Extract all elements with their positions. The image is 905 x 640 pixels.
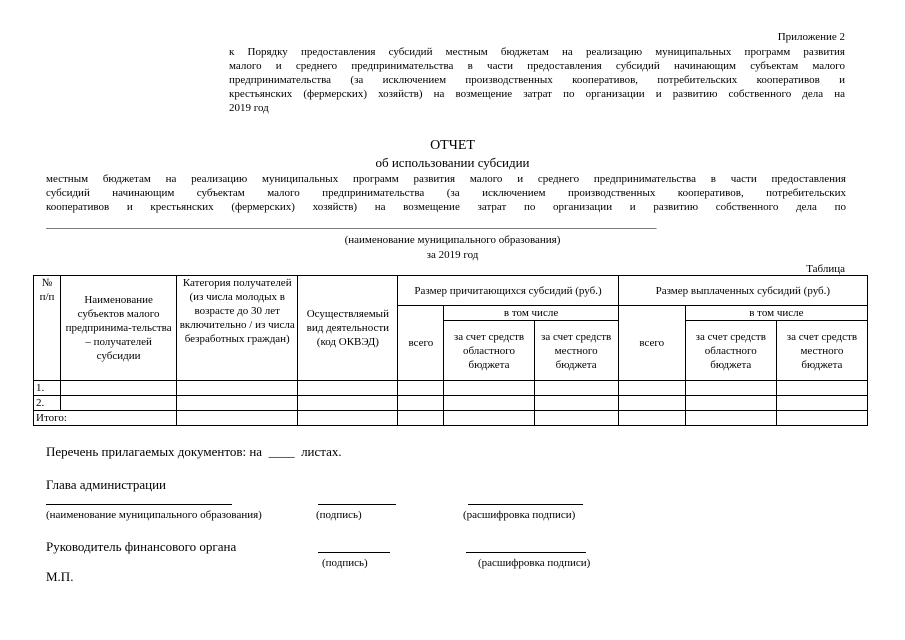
header-activity: Осуществляемый вид деятельности (код ОКВЭД) <box>298 276 398 381</box>
municipality-signature-line <box>46 504 232 505</box>
head-signature-caption: (подпись) <box>316 509 362 521</box>
header-paid-total: всего <box>618 306 685 381</box>
header-due-local: за счет средств местного бюджета <box>534 321 618 381</box>
header-due-group: Размер причитающихся субсидий (руб.) <box>398 276 618 306</box>
row-number: 2. <box>34 396 61 411</box>
head-decoding-line <box>468 504 583 505</box>
header-due-total: всего <box>398 306 444 381</box>
header-num: № п/п <box>34 276 61 381</box>
header-paid-including: в том числе <box>685 306 867 321</box>
report-year: за 2019 год <box>426 249 479 261</box>
description-line: местным бюджетам на реализацию муниципальных программ развития малого и среднего предпринимательства в части предоставления <box>46 173 846 185</box>
appendix-line: малого и среднего предпринимательства в части предоставления субсидий начинающим субъектам малого <box>229 60 845 72</box>
header-name: Наименование субъектов малого предпринима-тельства – получателей субсидии <box>61 276 177 381</box>
header-paid-regional: за счет средств областного бюджета <box>685 321 776 381</box>
finance-label: Руководитель финансового органа <box>46 539 237 554</box>
header-paid-group: Размер выплаченных субсидий (руб.) <box>618 276 867 306</box>
appendix-line: к Порядку предоставления субсидий местным бюджетам на реализацию муниципальных программ развития <box>229 46 845 58</box>
head-municipality-caption: (наименование муниципального образования) <box>46 509 262 521</box>
municipality-blank: _______________________________________________________________________________________________________________ <box>46 218 657 230</box>
report-description <box>46 172 846 214</box>
header-due-including: в том числе <box>444 306 618 321</box>
appendix-line: предпринимательства (за исключением производственных кооперативов, потребительских кооперативов и <box>229 74 845 86</box>
report-title: ОТЧЕТ <box>430 138 475 153</box>
total-label: Итого: <box>34 411 177 426</box>
report-table <box>33 275 868 426</box>
table-row <box>34 396 868 411</box>
header-paid-local: за счет средств местного бюджета <box>776 321 867 381</box>
table-row <box>34 381 868 396</box>
report-subtitle: об использовании субсидии <box>375 155 530 170</box>
appendix-text <box>229 45 845 115</box>
documents-list: Перечень прилагаемых документов: на ____ листах. <box>46 444 342 459</box>
head-label: Глава администрации <box>46 477 167 492</box>
finance-signature-caption: (подпись) <box>322 557 368 569</box>
finance-decoding-caption: (расшифровка подписи) <box>478 557 591 569</box>
description-line: кооперативов и крестьянских (фермерских) хозяйств) на возмещение затрат по организации и развитию собственного дела по <box>46 201 846 213</box>
description-line: субсидий начинающим субъектам малого предпринимательства (за исключением производственных кооперативов, потребительских <box>46 187 846 199</box>
head-signature-line <box>318 504 396 505</box>
seal-label: М.П. <box>46 569 74 584</box>
head-decoding-caption: (расшифровка подписи) <box>463 509 576 521</box>
row-number: 1. <box>34 381 61 396</box>
header-due-regional: за счет средств областного бюджета <box>444 321 534 381</box>
appendix-label: Приложение 2 <box>777 31 845 43</box>
finance-signature-line <box>318 552 390 553</box>
appendix-line-last: 2019 год <box>229 102 269 114</box>
finance-decoding-line <box>466 552 586 553</box>
header-category: Категория получателей (из числа молодых в возрасте до 30 лет включительно / из числа безработных граждан) <box>177 276 298 381</box>
table-caption: Таблица <box>806 263 845 275</box>
total-row <box>34 411 868 426</box>
appendix-line: крестьянских (фермерских) хозяйств) на возмещение затрат по организации и развитию собственного дела на <box>229 88 845 100</box>
municipality-caption: (наименование муниципального образования) <box>344 234 561 246</box>
